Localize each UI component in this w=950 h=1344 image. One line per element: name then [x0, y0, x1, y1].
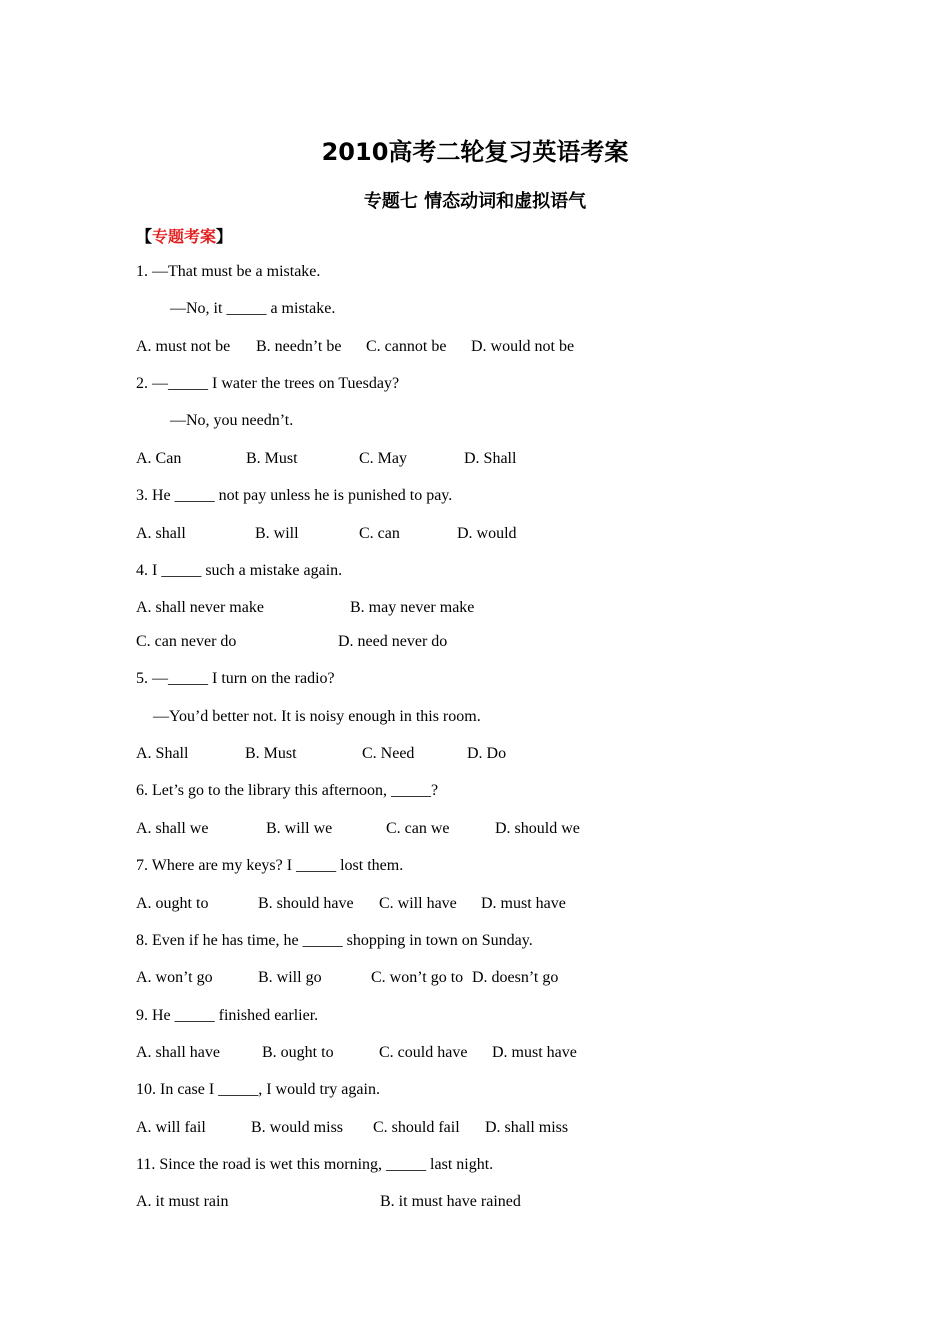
section-bracket-close: 】	[216, 227, 233, 246]
question-7-stem: 7. Where are my keys? I _____ lost them.	[136, 857, 404, 874]
question-4-option-a: A. shall never make	[136, 599, 264, 616]
question-6-option-b: B. will we	[266, 820, 333, 837]
page-title: 2010高考二轮复习英语考案	[321, 138, 629, 166]
question-10-option-b: B. would miss	[251, 1119, 344, 1136]
question-1-option-c: C. cannot be	[366, 338, 447, 355]
question-7-option-a: A. ought to	[136, 895, 209, 912]
question-9-option-c: C. could have	[379, 1044, 468, 1061]
question-8-stem: 8. Even if he has time, he _____ shopping in town on Sunday.	[136, 932, 533, 949]
question-9-option-d: D. must have	[492, 1044, 577, 1061]
question-10-option-c: C. should fail	[373, 1119, 460, 1136]
question-1-option-a: A. must not be	[136, 338, 231, 355]
question-6-option-c: C. can we	[386, 820, 450, 837]
question-3-option-b: B. will	[255, 525, 299, 542]
question-7-option-d: D. must have	[481, 895, 566, 912]
question-10-stem: 10. In case I _____, I would try again.	[136, 1081, 380, 1098]
section-label: 专题考案	[152, 227, 217, 246]
question-3-option-a: A. shall	[136, 525, 186, 542]
question-8-option-d: D. doesn’t go	[472, 969, 559, 986]
question-1-reply: —No, it _____ a mistake.	[170, 300, 336, 317]
question-8-option-a: A. won’t go	[136, 969, 213, 986]
question-10-option-a: A. will fail	[136, 1119, 206, 1136]
question-1-stem: 1. —That must be a mistake.	[136, 263, 321, 280]
question-3-option-d: D. would	[457, 525, 517, 542]
question-8-option-c: C. won’t go to	[371, 969, 464, 986]
question-11-option-b: B. it must have rained	[380, 1193, 521, 1210]
question-6-option-d: D. should we	[495, 820, 580, 837]
question-5-option-a: A. Shall	[136, 745, 189, 762]
question-11-stem: 11. Since the road is wet this morning, _____ last night.	[136, 1156, 494, 1173]
question-11-option-a: A. it must rain	[136, 1193, 229, 1210]
question-8-option-b: B. will go	[258, 969, 322, 986]
question-4-option-d: D. need never do	[338, 633, 448, 650]
question-2-option-d: D. Shall	[464, 450, 517, 467]
section-bracket-open: 【	[136, 227, 153, 246]
question-2-option-b: B. Must	[246, 450, 298, 467]
question-2-option-c: C. May	[359, 450, 407, 467]
question-3-stem: 3. He _____ not pay unless he is punished to pay.	[136, 487, 453, 504]
page-subtitle: 专题七 情态动词和虚拟语气	[363, 191, 587, 212]
question-2-reply: —No, you needn’t.	[170, 412, 294, 429]
question-5-option-d: D. Do	[467, 745, 507, 762]
question-7-option-b: B. should have	[258, 895, 354, 912]
question-1-option-d: D. would not be	[471, 338, 575, 355]
question-9-stem: 9. He _____ finished earlier.	[136, 1007, 319, 1024]
question-3-option-c: C. can	[359, 525, 400, 542]
question-2-stem: 2. —_____ I water the trees on Tuesday?	[136, 375, 400, 392]
question-9-option-a: A. shall have	[136, 1044, 220, 1061]
question-5-option-c: C. Need	[362, 745, 415, 762]
question-5-option-b: B. Must	[245, 745, 297, 762]
question-5-stem: 5. —_____ I turn on the radio?	[136, 670, 335, 687]
question-2-option-a: A. Can	[136, 450, 182, 467]
question-5-reply: —You’d better not. It is noisy enough in this room.	[153, 708, 481, 725]
question-6-stem: 6. Let’s go to the library this afternoon, _____?	[136, 782, 439, 799]
question-1-option-b: B. needn’t be	[256, 338, 342, 355]
question-4-option-b: B. may never make	[350, 599, 475, 616]
question-10-option-d: D. shall miss	[485, 1119, 569, 1136]
question-7-option-c: C. will have	[379, 895, 457, 912]
question-6-option-a: A. shall we	[136, 820, 209, 837]
question-4-stem: 4. I _____ such a mistake again.	[136, 562, 343, 579]
section-heading	[136, 224, 232, 247]
question-9-option-b: B. ought to	[262, 1044, 334, 1061]
question-4-option-c: C. can never do	[136, 633, 237, 650]
